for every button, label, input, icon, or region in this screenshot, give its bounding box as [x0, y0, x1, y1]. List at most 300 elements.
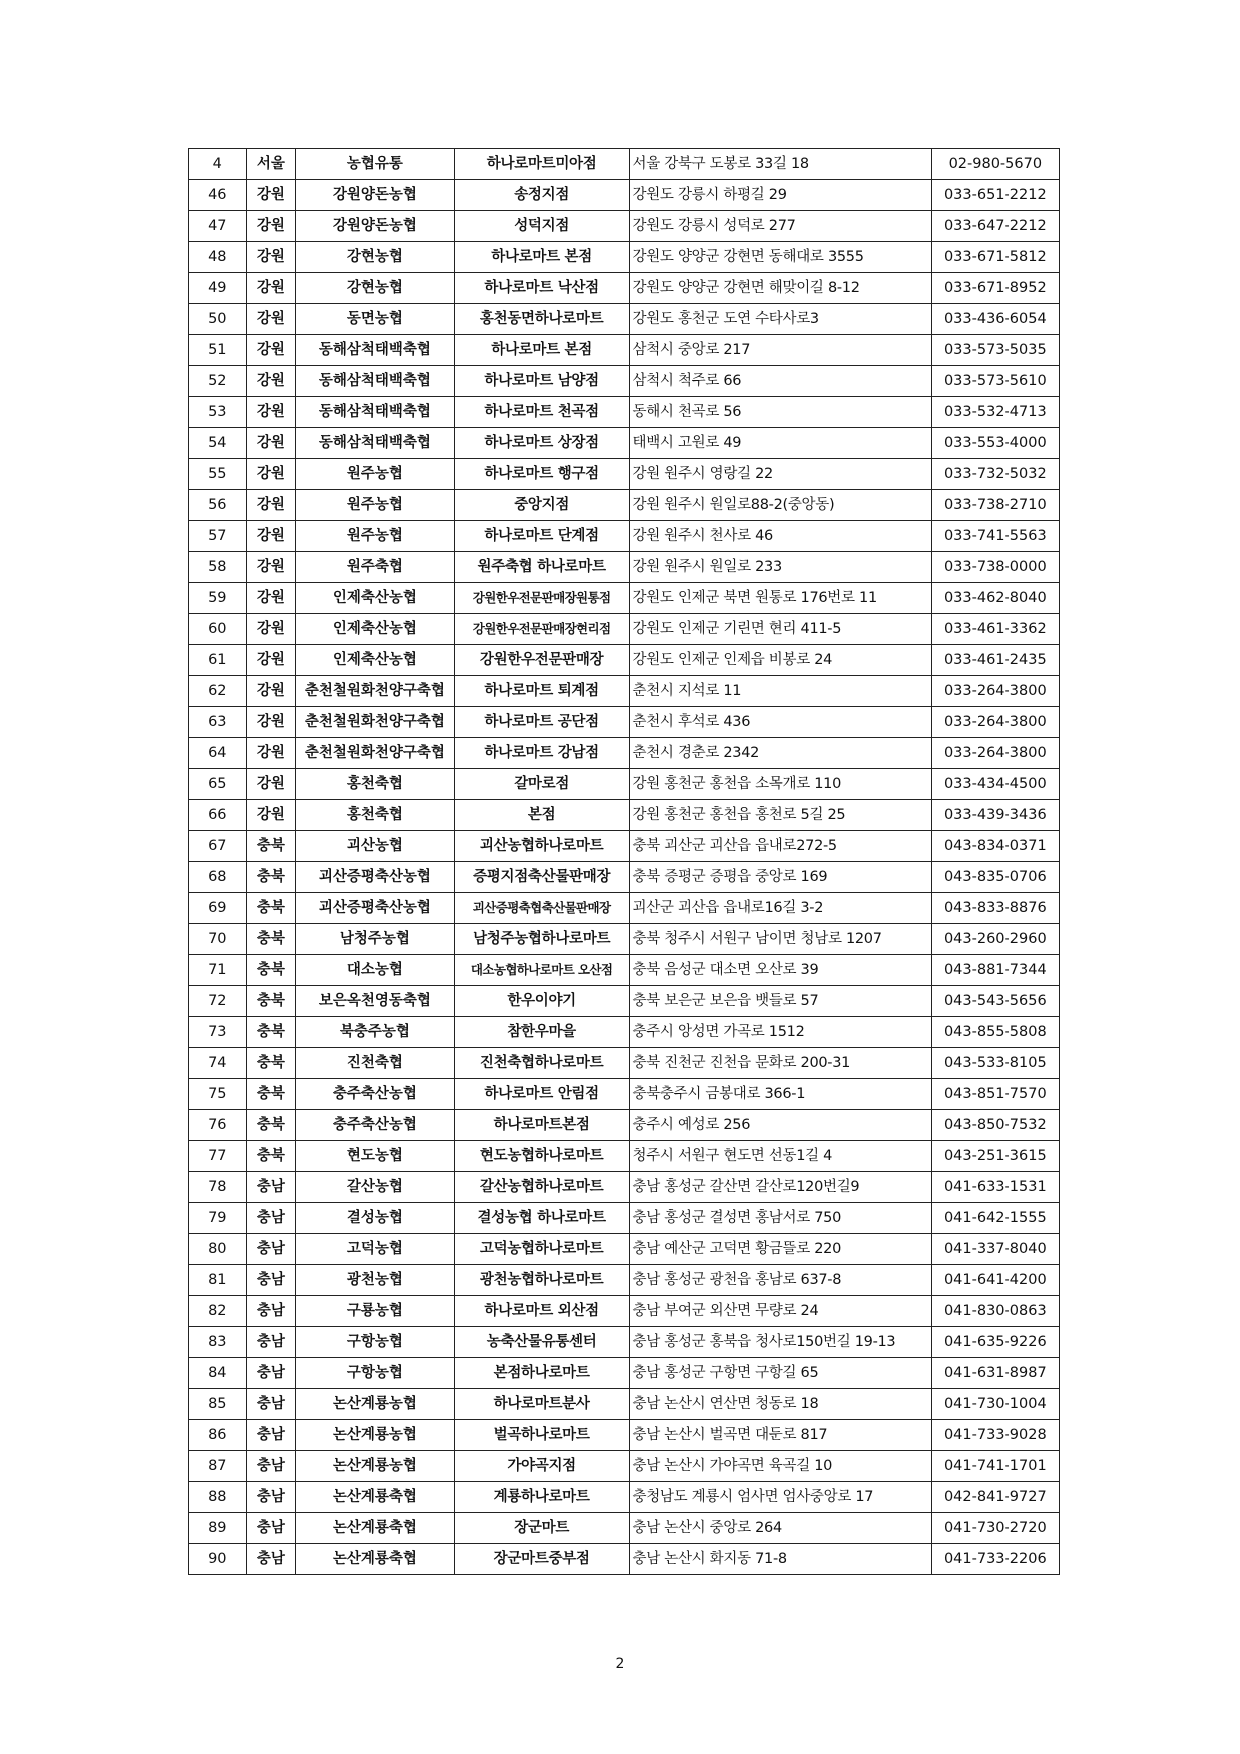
row-number-cell: 47	[189, 211, 247, 242]
address-cell: 춘천시 지석로 11	[629, 676, 931, 707]
row-number-cell: 57	[189, 521, 247, 552]
phone-number-cell: 043-533-8105	[931, 1048, 1059, 1079]
table-row	[189, 211, 1060, 242]
region-cell: 충남	[246, 1451, 296, 1482]
address-cell: 충북 증평군 증평읍 중앙로 169	[629, 862, 931, 893]
organization-cell: 강원양돈농협	[296, 180, 455, 211]
table-row	[189, 800, 1060, 831]
organization-cell: 논산계룡축협	[296, 1482, 455, 1513]
phone-number-cell: 043-260-2960	[931, 924, 1059, 955]
store-name-cell: 홍천동면하나로마트	[454, 304, 629, 335]
address-cell: 충북 진천군 진천읍 문화로 200-31	[629, 1048, 931, 1079]
region-cell: 충북	[246, 924, 296, 955]
phone-number-cell: 033-264-3800	[931, 707, 1059, 738]
organization-cell: 원주농협	[296, 459, 455, 490]
store-name-cell: 하나로마트 남양점	[454, 366, 629, 397]
address-cell: 충남 논산시 중앙로 264	[629, 1513, 931, 1544]
row-number-cell: 4	[189, 149, 247, 180]
store-name-cell: 하나로마트미아점	[454, 149, 629, 180]
organization-cell: 논산계룡농협	[296, 1451, 455, 1482]
address-cell: 태백시 고원로 49	[629, 428, 931, 459]
address-cell: 충남 논산시 화지동 71-8	[629, 1544, 931, 1575]
phone-number-cell: 033-573-5035	[931, 335, 1059, 366]
phone-number-cell: 033-647-2212	[931, 211, 1059, 242]
row-number-cell: 74	[189, 1048, 247, 1079]
row-number-cell: 82	[189, 1296, 247, 1327]
region-cell: 충북	[246, 1017, 296, 1048]
address-cell: 춘천시 후석로 436	[629, 707, 931, 738]
store-name-cell: 계룡하나로마트	[454, 1482, 629, 1513]
organization-cell: 강현농협	[296, 273, 455, 304]
address-cell: 강원도 양양군 강현면 해맞이길 8-12	[629, 273, 931, 304]
region-cell: 강원	[246, 521, 296, 552]
table-row	[189, 1327, 1060, 1358]
region-cell: 강원	[246, 304, 296, 335]
row-number-cell: 60	[189, 614, 247, 645]
table-row	[189, 1451, 1060, 1482]
table-row	[189, 924, 1060, 955]
store-name-cell: 고덕농협하나로마트	[454, 1234, 629, 1265]
row-number-cell: 78	[189, 1172, 247, 1203]
table-row	[189, 1389, 1060, 1420]
organization-cell: 동해삼척태백축협	[296, 397, 455, 428]
organization-cell: 원주농협	[296, 521, 455, 552]
row-number-cell: 77	[189, 1141, 247, 1172]
store-name-cell: 하나로마트 천곡점	[454, 397, 629, 428]
row-number-cell: 70	[189, 924, 247, 955]
address-cell: 강원 원주시 원일로 233	[629, 552, 931, 583]
table-body	[189, 149, 1060, 1575]
organization-cell: 보은옥천영동축협	[296, 986, 455, 1017]
table-row	[189, 1048, 1060, 1079]
address-cell: 괴산군 괴산읍 읍내로16길 3-2	[629, 893, 931, 924]
address-cell: 춘천시 경춘로 2342	[629, 738, 931, 769]
address-cell: 충주시 앙성면 가곡로 1512	[629, 1017, 931, 1048]
address-cell: 삼척시 척주로 66	[629, 366, 931, 397]
store-name-cell: 현도농협하나로마트	[454, 1141, 629, 1172]
table-row	[189, 986, 1060, 1017]
table-row	[189, 614, 1060, 645]
store-name-cell: 하나로마트 단계점	[454, 521, 629, 552]
store-name-cell: 하나로마트 강남점	[454, 738, 629, 769]
phone-number-cell: 033-741-5563	[931, 521, 1059, 552]
address-cell: 충남 논산시 가야곡면 육곡길 10	[629, 1451, 931, 1482]
region-cell: 강원	[246, 676, 296, 707]
store-name-cell: 성덕지점	[454, 211, 629, 242]
store-name-cell: 장군마트	[454, 1513, 629, 1544]
row-number-cell: 65	[189, 769, 247, 800]
table-row	[189, 149, 1060, 180]
row-number-cell: 71	[189, 955, 247, 986]
store-name-cell: 진천축협하나로마트	[454, 1048, 629, 1079]
table-row	[189, 335, 1060, 366]
phone-number-cell: 041-830-0863	[931, 1296, 1059, 1327]
region-cell: 충북	[246, 1110, 296, 1141]
address-cell: 강원 원주시 천사로 46	[629, 521, 931, 552]
address-cell: 삼척시 중앙로 217	[629, 335, 931, 366]
organization-cell: 인제축산농협	[296, 583, 455, 614]
table-row	[189, 1110, 1060, 1141]
region-cell: 충남	[246, 1544, 296, 1575]
store-name-cell: 하나로마트 외산점	[454, 1296, 629, 1327]
region-cell: 서울	[246, 149, 296, 180]
address-cell: 충남 홍성군 갈산면 갈산로120번길9	[629, 1172, 931, 1203]
phone-number-cell: 043-543-5656	[931, 986, 1059, 1017]
table-row	[189, 397, 1060, 428]
region-cell: 충북	[246, 955, 296, 986]
store-list-table	[188, 148, 1060, 1575]
store-name-cell: 중앙지점	[454, 490, 629, 521]
phone-number-cell: 033-553-4000	[931, 428, 1059, 459]
store-name-cell: 강원한우전문판매장	[454, 645, 629, 676]
table-row	[189, 676, 1060, 707]
row-number-cell: 56	[189, 490, 247, 521]
row-number-cell: 58	[189, 552, 247, 583]
organization-cell: 춘천철원화천양구축협	[296, 707, 455, 738]
organization-cell: 논산계룡농협	[296, 1420, 455, 1451]
region-cell: 충남	[246, 1358, 296, 1389]
store-name-cell: 본점하나로마트	[454, 1358, 629, 1389]
phone-number-cell: 041-741-1701	[931, 1451, 1059, 1482]
address-cell: 충남 홍성군 구항면 구항길 65	[629, 1358, 931, 1389]
row-number-cell: 66	[189, 800, 247, 831]
organization-cell: 괴산증평축산농협	[296, 862, 455, 893]
phone-number-cell: 033-264-3800	[931, 738, 1059, 769]
organization-cell: 논산계룡축협	[296, 1513, 455, 1544]
phone-number-cell: 033-264-3800	[931, 676, 1059, 707]
organization-cell: 구항농협	[296, 1327, 455, 1358]
address-cell: 강원 홍천군 홍천읍 소목개로 110	[629, 769, 931, 800]
table-row	[189, 1203, 1060, 1234]
region-cell: 강원	[246, 738, 296, 769]
phone-number-cell: 041-631-8987	[931, 1358, 1059, 1389]
store-name-cell: 하나로마트본점	[454, 1110, 629, 1141]
region-cell: 강원	[246, 397, 296, 428]
region-cell: 강원	[246, 769, 296, 800]
region-cell: 충북	[246, 862, 296, 893]
row-number-cell: 48	[189, 242, 247, 273]
region-cell: 충남	[246, 1172, 296, 1203]
store-name-cell: 괴산농협하나로마트	[454, 831, 629, 862]
table-row	[189, 1265, 1060, 1296]
store-name-cell: 대소농협하나로마트 오산점	[454, 955, 629, 986]
organization-cell: 인제축산농협	[296, 645, 455, 676]
phone-number-cell: 043-834-0371	[931, 831, 1059, 862]
table-row	[189, 955, 1060, 986]
organization-cell: 괴산농협	[296, 831, 455, 862]
table-row	[189, 1172, 1060, 1203]
phone-number-cell: 033-434-4500	[931, 769, 1059, 800]
region-cell: 충남	[246, 1234, 296, 1265]
address-cell: 충북 음성군 대소면 오산로 39	[629, 955, 931, 986]
row-number-cell: 83	[189, 1327, 247, 1358]
region-cell: 강원	[246, 800, 296, 831]
region-cell: 강원	[246, 459, 296, 490]
phone-number-cell: 033-651-2212	[931, 180, 1059, 211]
row-number-cell: 63	[189, 707, 247, 738]
phone-number-cell: 043-835-0706	[931, 862, 1059, 893]
phone-number-cell: 041-730-2720	[931, 1513, 1059, 1544]
address-cell: 충남 홍성군 광천읍 홍남로 637-8	[629, 1265, 931, 1296]
table-row	[189, 893, 1060, 924]
address-cell: 청주시 서원구 현도면 선동1길 4	[629, 1141, 931, 1172]
phone-number-cell: 043-851-7570	[931, 1079, 1059, 1110]
region-cell: 강원	[246, 707, 296, 738]
store-name-cell: 하나로마트 본점	[454, 335, 629, 366]
organization-cell: 논산계룡축협	[296, 1544, 455, 1575]
table-row	[189, 1017, 1060, 1048]
region-cell: 강원	[246, 645, 296, 676]
address-cell: 충북충주시 금봉대로 366-1	[629, 1079, 931, 1110]
address-cell: 강원도 홍천군 도연 수타사로3	[629, 304, 931, 335]
organization-cell: 결성농협	[296, 1203, 455, 1234]
organization-cell: 광천농협	[296, 1265, 455, 1296]
phone-number-cell: 041-642-1555	[931, 1203, 1059, 1234]
organization-cell: 구룡농협	[296, 1296, 455, 1327]
store-name-cell: 하나로마트 행구점	[454, 459, 629, 490]
organization-cell: 동해삼척태백축협	[296, 366, 455, 397]
phone-number-cell: 043-850-7532	[931, 1110, 1059, 1141]
phone-number-cell: 033-436-6054	[931, 304, 1059, 335]
address-cell: 충남 부여군 외산면 무량로 24	[629, 1296, 931, 1327]
table-row	[189, 645, 1060, 676]
store-name-cell: 원주축협 하나로마트	[454, 552, 629, 583]
address-cell: 충남 논산시 연산면 청동로 18	[629, 1389, 931, 1420]
store-name-cell: 하나로마트 본점	[454, 242, 629, 273]
organization-cell: 동해삼척태백축협	[296, 335, 455, 366]
phone-number-cell: 041-641-4200	[931, 1265, 1059, 1296]
region-cell: 강원	[246, 490, 296, 521]
region-cell: 강원	[246, 583, 296, 614]
table-row	[189, 1358, 1060, 1389]
region-cell: 강원	[246, 242, 296, 273]
row-number-cell: 49	[189, 273, 247, 304]
region-cell: 충남	[246, 1265, 296, 1296]
row-number-cell: 53	[189, 397, 247, 428]
organization-cell: 동면농협	[296, 304, 455, 335]
row-number-cell: 89	[189, 1513, 247, 1544]
phone-number-cell: 043-251-3615	[931, 1141, 1059, 1172]
table-row	[189, 707, 1060, 738]
organization-cell: 원주축협	[296, 552, 455, 583]
row-number-cell: 67	[189, 831, 247, 862]
address-cell: 충남 예산군 고덕면 황금뜰로 220	[629, 1234, 931, 1265]
row-number-cell: 46	[189, 180, 247, 211]
table-row	[189, 428, 1060, 459]
phone-number-cell: 041-733-9028	[931, 1420, 1059, 1451]
region-cell: 강원	[246, 273, 296, 304]
row-number-cell: 87	[189, 1451, 247, 1482]
table-row	[189, 490, 1060, 521]
region-cell: 충남	[246, 1513, 296, 1544]
phone-number-cell: 033-732-5032	[931, 459, 1059, 490]
region-cell: 강원	[246, 552, 296, 583]
region-cell: 충남	[246, 1327, 296, 1358]
organization-cell: 진천축협	[296, 1048, 455, 1079]
row-number-cell: 61	[189, 645, 247, 676]
address-cell: 충북 청주시 서원구 남이면 청남로 1207	[629, 924, 931, 955]
store-name-cell: 강원한우전문판매장원통점	[454, 583, 629, 614]
store-name-cell: 하나로마트 공단점	[454, 707, 629, 738]
region-cell: 충북	[246, 1048, 296, 1079]
page-number: 2	[615, 1656, 625, 1672]
table-row	[189, 1420, 1060, 1451]
phone-number-cell: 041-337-8040	[931, 1234, 1059, 1265]
table-row	[189, 1234, 1060, 1265]
phone-number-cell: 041-730-1004	[931, 1389, 1059, 1420]
store-name-cell: 괴산증평축협축산물판매장	[454, 893, 629, 924]
row-number-cell: 68	[189, 862, 247, 893]
table-row	[189, 862, 1060, 893]
store-name-cell: 하나로마트 안림점	[454, 1079, 629, 1110]
organization-cell: 인제축산농협	[296, 614, 455, 645]
organization-cell: 북충주농협	[296, 1017, 455, 1048]
organization-cell: 춘천철원화천양구축협	[296, 676, 455, 707]
store-name-cell: 하나로마트 상장점	[454, 428, 629, 459]
table-row	[189, 180, 1060, 211]
phone-number-cell: 033-738-0000	[931, 552, 1059, 583]
row-number-cell: 52	[189, 366, 247, 397]
organization-cell: 홍천축협	[296, 800, 455, 831]
store-name-cell: 광천농협하나로마트	[454, 1265, 629, 1296]
phone-number-cell: 033-532-4713	[931, 397, 1059, 428]
region-cell: 충북	[246, 1079, 296, 1110]
table-row	[189, 273, 1060, 304]
row-number-cell: 76	[189, 1110, 247, 1141]
phone-number-cell: 033-461-2435	[931, 645, 1059, 676]
store-name-cell: 갈산농협하나로마트	[454, 1172, 629, 1203]
table-row	[189, 1296, 1060, 1327]
organization-cell: 갈산농협	[296, 1172, 455, 1203]
region-cell: 충북	[246, 831, 296, 862]
region-cell: 강원	[246, 180, 296, 211]
row-number-cell: 81	[189, 1265, 247, 1296]
row-number-cell: 90	[189, 1544, 247, 1575]
row-number-cell: 88	[189, 1482, 247, 1513]
address-cell: 강원도 인제군 북면 원통로 176번로 11	[629, 583, 931, 614]
row-number-cell: 50	[189, 304, 247, 335]
organization-cell: 농협유통	[296, 149, 455, 180]
address-cell: 충북 괴산군 괴산읍 읍내로272-5	[629, 831, 931, 862]
table-row	[189, 242, 1060, 273]
organization-cell: 고덕농협	[296, 1234, 455, 1265]
region-cell: 충남	[246, 1420, 296, 1451]
table-row	[189, 1513, 1060, 1544]
phone-number-cell: 041-633-1531	[931, 1172, 1059, 1203]
phone-number-cell: 02-980-5670	[931, 149, 1059, 180]
phone-number-cell: 033-439-3436	[931, 800, 1059, 831]
address-cell: 충남 논산시 벌곡면 대둔로 817	[629, 1420, 931, 1451]
row-number-cell: 54	[189, 428, 247, 459]
phone-number-cell: 041-733-2206	[931, 1544, 1059, 1575]
organization-cell: 남청주농협	[296, 924, 455, 955]
phone-number-cell: 033-462-8040	[931, 583, 1059, 614]
organization-cell: 춘천철원화천양구축협	[296, 738, 455, 769]
store-name-cell: 송정지점	[454, 180, 629, 211]
region-cell: 충북	[246, 986, 296, 1017]
phone-number-cell: 033-671-8952	[931, 273, 1059, 304]
store-name-cell: 남청주농협하나로마트	[454, 924, 629, 955]
address-cell: 강원 원주시 영랑길 22	[629, 459, 931, 490]
organization-cell: 강현농협	[296, 242, 455, 273]
store-name-cell: 증평지점축산물판매장	[454, 862, 629, 893]
organization-cell: 충주축산농협	[296, 1110, 455, 1141]
store-name-cell: 장군마트중부점	[454, 1544, 629, 1575]
region-cell: 충북	[246, 893, 296, 924]
table-row	[189, 1079, 1060, 1110]
region-cell: 강원	[246, 614, 296, 645]
phone-number-cell: 033-738-2710	[931, 490, 1059, 521]
organization-cell: 대소농협	[296, 955, 455, 986]
row-number-cell: 84	[189, 1358, 247, 1389]
region-cell: 충남	[246, 1203, 296, 1234]
row-number-cell: 59	[189, 583, 247, 614]
table-row	[189, 521, 1060, 552]
organization-cell: 동해삼척태백축협	[296, 428, 455, 459]
organization-cell: 괴산증평축산농협	[296, 893, 455, 924]
store-name-cell: 하나로마트 퇴계점	[454, 676, 629, 707]
table-row	[189, 304, 1060, 335]
table-row	[189, 831, 1060, 862]
row-number-cell: 72	[189, 986, 247, 1017]
organization-cell: 원주농협	[296, 490, 455, 521]
table-row	[189, 366, 1060, 397]
organization-cell: 현도농협	[296, 1141, 455, 1172]
table-row	[189, 552, 1060, 583]
region-cell: 강원	[246, 366, 296, 397]
phone-number-cell: 042-841-9727	[931, 1482, 1059, 1513]
address-cell: 충청남도 계룡시 엄사면 엄사중앙로 17	[629, 1482, 931, 1513]
store-name-cell: 벌곡하나로마트	[454, 1420, 629, 1451]
phone-number-cell: 033-461-3362	[931, 614, 1059, 645]
store-name-cell: 가야곡지점	[454, 1451, 629, 1482]
organization-cell: 논산계룡농협	[296, 1389, 455, 1420]
row-number-cell: 69	[189, 893, 247, 924]
row-number-cell: 79	[189, 1203, 247, 1234]
address-cell: 강원도 인제군 인제읍 비봉로 24	[629, 645, 931, 676]
store-name-cell: 하나로마트분사	[454, 1389, 629, 1420]
region-cell: 충남	[246, 1389, 296, 1420]
organization-cell: 구항농협	[296, 1358, 455, 1389]
address-cell: 강원도 강릉시 성덕로 277	[629, 211, 931, 242]
table-row	[189, 1141, 1060, 1172]
address-cell: 충북 보은군 보은읍 뱃들로 57	[629, 986, 931, 1017]
phone-number-cell: 043-881-7344	[931, 955, 1059, 986]
row-number-cell: 55	[189, 459, 247, 490]
region-cell: 충남	[246, 1296, 296, 1327]
store-name-cell: 결성농협 하나로마트	[454, 1203, 629, 1234]
row-number-cell: 51	[189, 335, 247, 366]
store-name-cell: 농축산물유통센터	[454, 1327, 629, 1358]
address-cell: 동해시 천곡로 56	[629, 397, 931, 428]
table-row	[189, 1544, 1060, 1575]
region-cell: 강원	[246, 211, 296, 242]
region-cell: 충북	[246, 1141, 296, 1172]
address-cell: 충남 홍성군 홍북읍 청사로150번길 19-13	[629, 1327, 931, 1358]
organization-cell: 강원양돈농협	[296, 211, 455, 242]
address-cell: 충주시 예성로 256	[629, 1110, 931, 1141]
address-cell: 강원도 강릉시 하평길 29	[629, 180, 931, 211]
table-row	[189, 1482, 1060, 1513]
store-name-cell: 한우이야기	[454, 986, 629, 1017]
region-cell: 강원	[246, 428, 296, 459]
row-number-cell: 75	[189, 1079, 247, 1110]
row-number-cell: 73	[189, 1017, 247, 1048]
phone-number-cell: 043-855-5808	[931, 1017, 1059, 1048]
store-name-cell: 강원한우전문판매장현리점	[454, 614, 629, 645]
store-name-cell: 하나로마트 낙산점	[454, 273, 629, 304]
store-name-cell: 참한우마을	[454, 1017, 629, 1048]
